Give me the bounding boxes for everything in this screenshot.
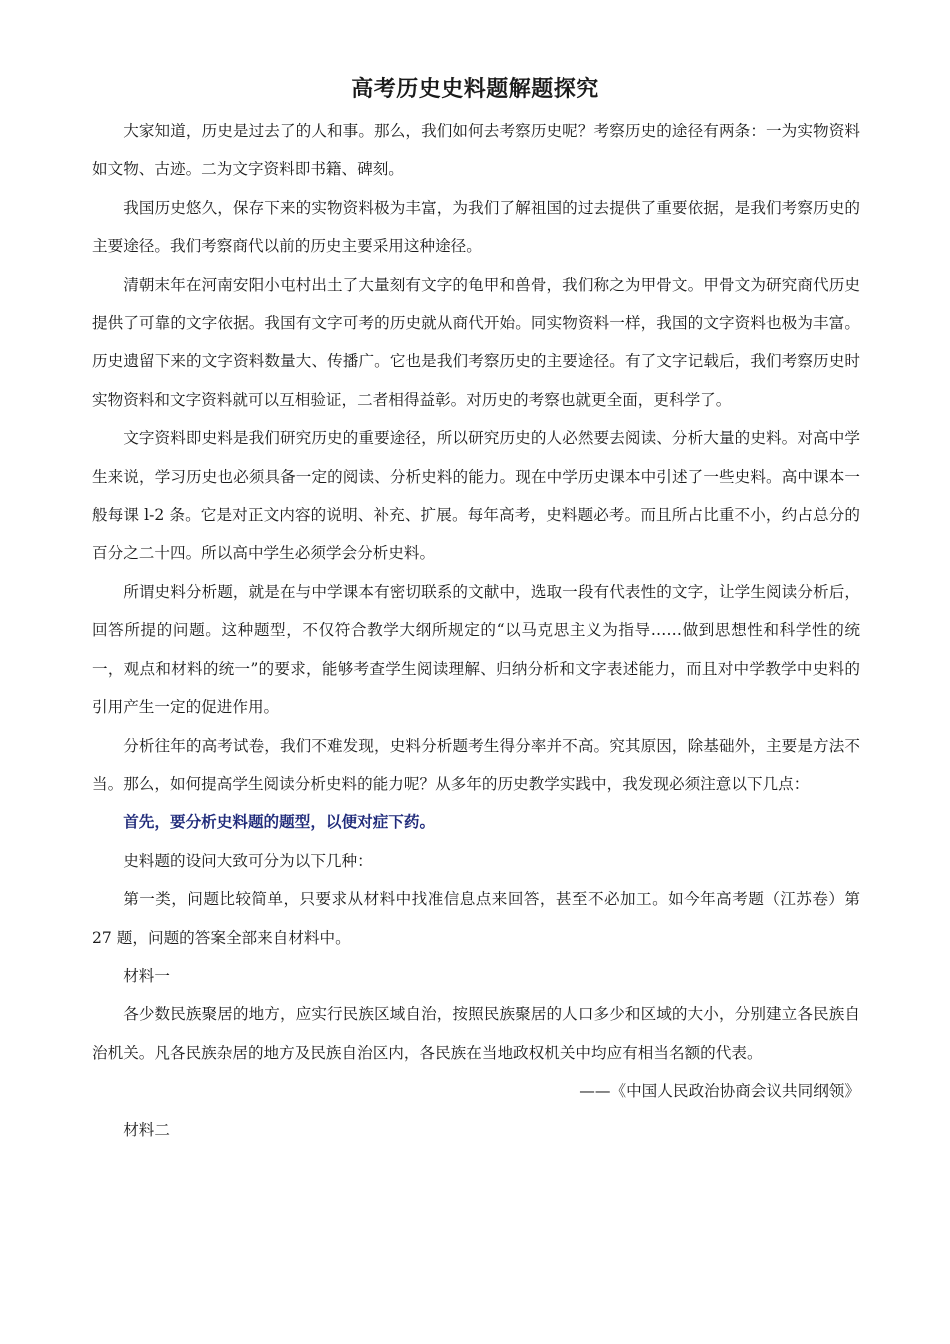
paragraph-analysis: 分析往年的高考试卷，我们不难发现，史料分析题考生得分率并不高。究其原因，除基础外，主要是方法不当。那么，如何提高学生阅读分析史料的能力呢？从多年的历史教学实践中，我发现必须注意以下几点：: [92, 736, 860, 793]
paragraph-written-materials: 文字资料即史料是我们研究历史的重要途径，所以研究历史的人必然要去阅读、分析大量的史料。对高中学生来说，学习历史也必须具备一定的阅读、分析史料的能力。现在中学历史课本中引述了一些史料。高中课本一般每课 l-2 条。它是对正文内容的说明、补充、扩展。每年高考，史料题必考。而且所占比重不小，约占总分的百分之二十四。所以高中学生必须学会分析史料。: [92, 429, 860, 563]
paragraph-oracle-bones: 清朝末年在河南安阳小屯村出土了大量刻有文字的龟甲和兽骨，我们称之为甲骨文。甲骨文为研究商代历史提供了可靠的文字依据。我国有文字可考的历史就从商代开始。同实物资料一样，我国的文字资料也极为丰富。历史遗留下来的文字资料数量大、传播广。它也是我们考察历史的主要途径。有了文字记载后，我们考察历史时实物资料和文字资料就可以互相验证，二者相得益彰。对历史的考察也就更全面，更科学了。: [92, 275, 860, 409]
material-two-label: 材料二: [123, 1120, 170, 1139]
material-one-text: 各少数民族聚居的地方，应实行民族区域自治，按照民族聚居的人口多少和区域的大小，分别建立各民族自治机关。凡各民族杂居的地方及民族自治区内，各民族在当地政权机关中均应有相当名额的代表。: [92, 1005, 860, 1062]
document-body: [92, 112, 860, 1149]
document-title: 高考历史史料题解题探究: [351, 77, 599, 102]
paragraph-intro: 大家知道，历史是过去了的人和事。那么，我们如何去考察历史呢？考察历史的途径有两条：一为实物资料如文物、古迹。二为文字资料即书籍、碑刻。: [92, 122, 860, 179]
paragraph-question-types: 史料题的设问大致可分为以下几种：: [123, 851, 373, 870]
paragraph-physical-materials: 我国历史悠久，保存下来的实物资料极为丰富，为我们了解祖国的过去提供了重要依据，是我们考察历史的主要途径。我们考察商代以前的历史主要采用这种途径。: [92, 198, 860, 256]
paragraph-question-definition: 所谓史料分析题，就是在与中学课本有密切联系的文献中，选取一段有代表性的文字，让学生阅读分析后，回答所提的问题。这种题型，不仅符合教学大纲所规定的“以马克思主义为指导……做到思想性和科学性的统一，观点和材料的统一”的要求，能够考查学生阅读理解、归纳分析和文字表述能力，而且对中学教学中史料的引用产生一定的促进作用。: [92, 582, 860, 717]
paragraph-emphasis-heading: 首先，要分析史料题的题型，以便对症下药。: [123, 812, 436, 832]
material-one-source: ——《中国人民政治协商会议共同纲领》: [579, 1082, 860, 1101]
material-one-label: 材料一: [123, 966, 170, 985]
paragraph-type-one: 第一类，问题比较简单，只要求从材料中找准信息点来回答，甚至不必加工。如今年高考题（江苏卷）第 27 题，问题的答案全部来自材料中。: [92, 890, 860, 947]
